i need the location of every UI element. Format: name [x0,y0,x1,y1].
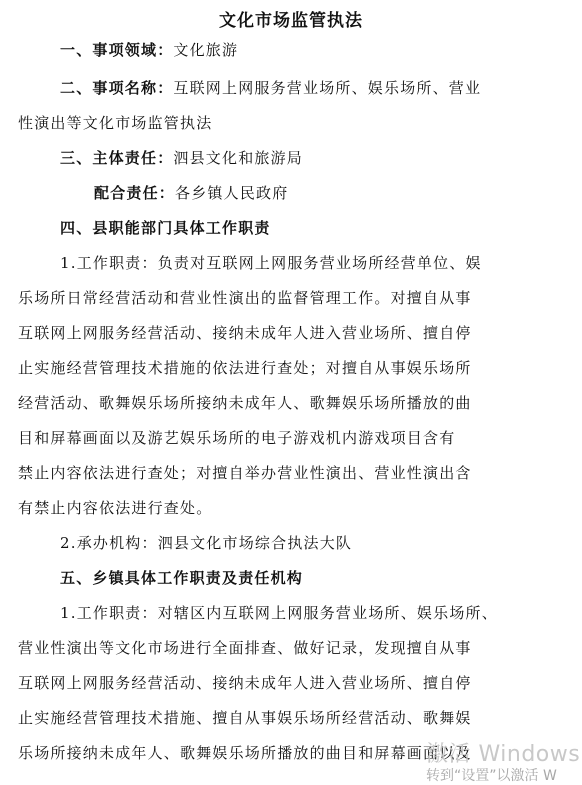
section-3-cooperation [94,183,288,203]
section-2-value-line-2: 性演出等文化市场监管执法 [18,114,213,132]
section-2-label: 二、事项名称： [60,79,174,97]
section-4-heading: 四、县职能部门具体工作职责 [60,219,271,237]
document-title: 文化市场监管执法 [219,11,363,31]
section-2-value-line-1: 互联网上网服务营业场所、娱乐场所、营业 [173,79,482,97]
section-1-label: 一、事项领域： [60,41,174,59]
section-5-para-line: 1.工作职责：对辖区内互联网上网服务营业场所、娱乐场所、 [60,604,498,622]
section-4-para-line: 禁止内容依法进行查处；对擅自举办营业性演出、营业性演出含 [18,464,472,482]
section-5-para-line: 互联网上网服务经营活动、接纳未成年人进入营业场所、擅自停 [18,674,472,692]
section-4-para-line: 乐场所日常经营活动和营业性演出的监督管理工作。对擅自从事 [18,289,472,307]
windows-activation-hint: 转到“设置”以激活 W [426,768,557,784]
section-4-para-line: 1.工作职责：负责对互联网上网服务营业场所经营单位、娱 [60,254,482,272]
section-5-heading: 五、乡镇具体工作职责及责任机构 [60,569,304,587]
section-3-label: 三、主体责任： [60,149,174,167]
section-4-para-line: 经营活动、歌舞娱乐场所接纳未成年人、歌舞娱乐场所播放的曲 [18,394,472,412]
section-5-para-line: 乐场所接纳未成年人、歌舞娱乐场所播放的曲目和屏幕画面以及 [18,744,472,762]
section-4-para-line: 互联网上网服务经营活动、接纳未成年人进入营业场所、擅自停 [18,324,472,342]
section-3-value: 泗县文化和旅游局 [173,149,304,167]
section-3 [60,148,303,168]
cooperation-label: 配合责任： [94,184,176,202]
section-4-para-line: 止实施经营管理技术措施的依法进行查处；对擅自从事娱乐场所 [18,359,472,377]
section-2 [60,78,481,98]
section-1-value: 文化旅游 [173,41,239,59]
section-4-agency: 2.承办机构：泗县文化市场综合执法大队 [60,534,353,552]
section-5-para-line: 营业性演出等文化市场进行全面排查、做好记录，发现擅自从事 [18,639,472,657]
windows-activation-watermark: 激活 Windows [426,742,581,767]
section-1 [60,40,238,60]
section-4-para-line: 目和屏幕画面以及游艺娱乐场所的电子游戏机内游戏项目含有 [18,429,456,447]
cooperation-value: 各乡镇人民政府 [175,184,289,202]
section-5-para-line: 止实施经营管理技术措施、擅自从事娱乐场所经营活动、歌舞娱 [18,709,472,727]
section-4-para-line: 有禁止内容依法进行查处。 [18,499,213,517]
